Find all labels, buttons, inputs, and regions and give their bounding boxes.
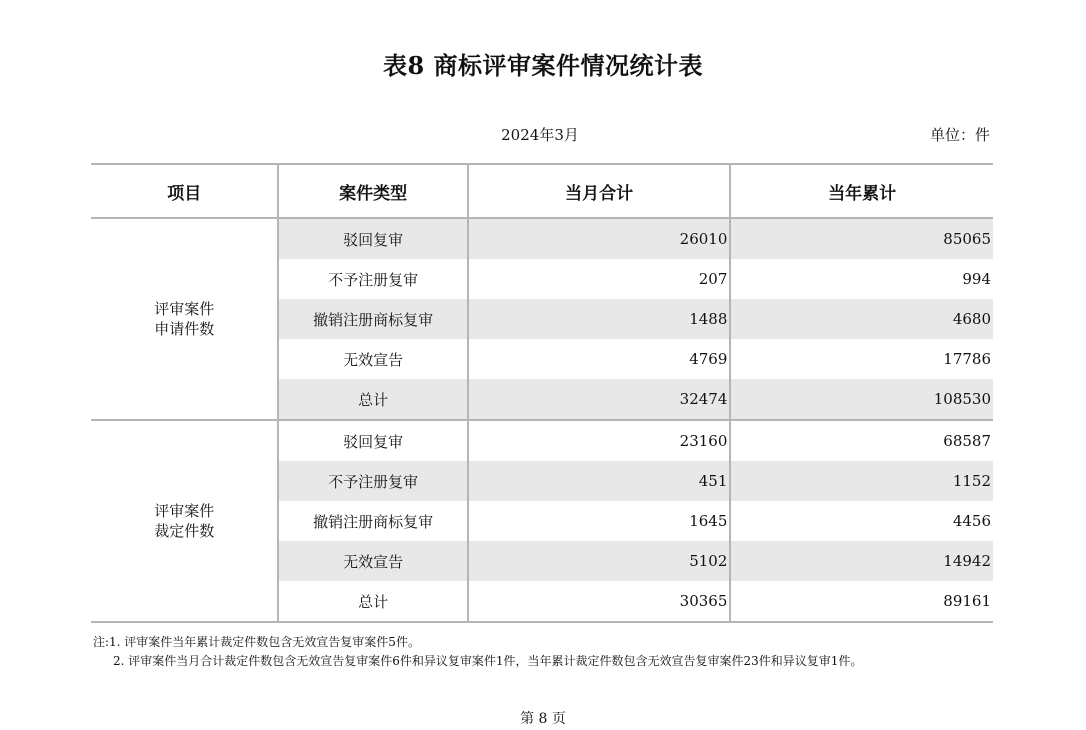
- page-number: 第 8 页: [520, 711, 566, 727]
- table-row: [91, 420, 993, 461]
- note-item: 2. 评审案件当月合计裁定件数包含无效宣告复审案件6件和异议复审案件1件，当年累计裁定件数包含无效宣告复审案件23件和异议复审1件。: [113, 654, 863, 668]
- case-type-cell: 撤销注册商标复审: [278, 501, 467, 541]
- table-header-row: [91, 164, 993, 218]
- year-total-cell: 4456: [952, 512, 991, 530]
- case-type-cell: 无效宣告: [278, 339, 467, 379]
- statistics-table: [91, 163, 993, 623]
- year-total-cell: 85065: [730, 218, 993, 259]
- case-type-cell: 驳回复审: [278, 218, 467, 259]
- header-year-total: 当年累计: [730, 164, 993, 218]
- case-type-cell: 不予注册复审: [278, 461, 467, 501]
- case-type-cell: 无效宣告: [278, 541, 467, 581]
- year-total-cell: 994: [962, 270, 991, 288]
- year-total-cell: 1152: [730, 461, 993, 501]
- group-label-line: 评审案件: [154, 300, 215, 318]
- header-case-type: 案件类型: [278, 164, 467, 218]
- case-type-cell: 总计: [278, 379, 467, 420]
- group-label-rulings: [91, 420, 278, 622]
- month-total-cell: 207: [468, 259, 731, 299]
- year-total-cell: 68587: [943, 432, 991, 450]
- year-total-cell: 89161: [730, 581, 993, 622]
- header-item: 项目: [91, 164, 278, 218]
- table-notes: [93, 633, 862, 671]
- case-type-cell: 不予注册复审: [278, 259, 467, 299]
- month-total-cell: 32474: [468, 379, 731, 420]
- year-total-cell: 14942: [730, 541, 993, 581]
- report-period: 2024年3月: [501, 126, 579, 144]
- group-label-line: 裁定件数: [154, 522, 215, 540]
- unit-label: 单位：件: [929, 126, 990, 144]
- group-label-applications: [91, 218, 278, 420]
- month-total-cell: 1645: [468, 501, 731, 541]
- header-month-total: 当月合计: [468, 164, 731, 218]
- case-type-cell: 撤销注册商标复审: [278, 299, 467, 339]
- group-label-line: 申请件数: [154, 320, 215, 338]
- case-type-cell: 总计: [278, 581, 467, 622]
- page-title: 表8 商标评审案件情况统计表: [382, 51, 704, 80]
- case-type-cell: 驳回复审: [278, 420, 467, 461]
- group-label-line: 评审案件: [154, 502, 215, 520]
- month-total-cell: 23160: [468, 420, 731, 461]
- month-total-cell: 26010: [468, 218, 731, 259]
- month-total-cell: 30365: [468, 581, 731, 622]
- month-total-cell: 5102: [468, 541, 731, 581]
- month-total-cell: 1488: [468, 299, 731, 339]
- year-total-cell: 4680: [730, 299, 993, 339]
- table-row: [91, 218, 993, 259]
- statistics-table-container: [91, 163, 993, 623]
- note-item: 注:1. 评审案件当年累计裁定件数包含无效宣告复审案件5件。: [93, 635, 420, 649]
- month-total-cell: 4769: [468, 339, 731, 379]
- month-total-cell: 451: [468, 461, 731, 501]
- year-total-cell: 17786: [943, 350, 991, 368]
- year-total-cell: 108530: [730, 379, 993, 420]
